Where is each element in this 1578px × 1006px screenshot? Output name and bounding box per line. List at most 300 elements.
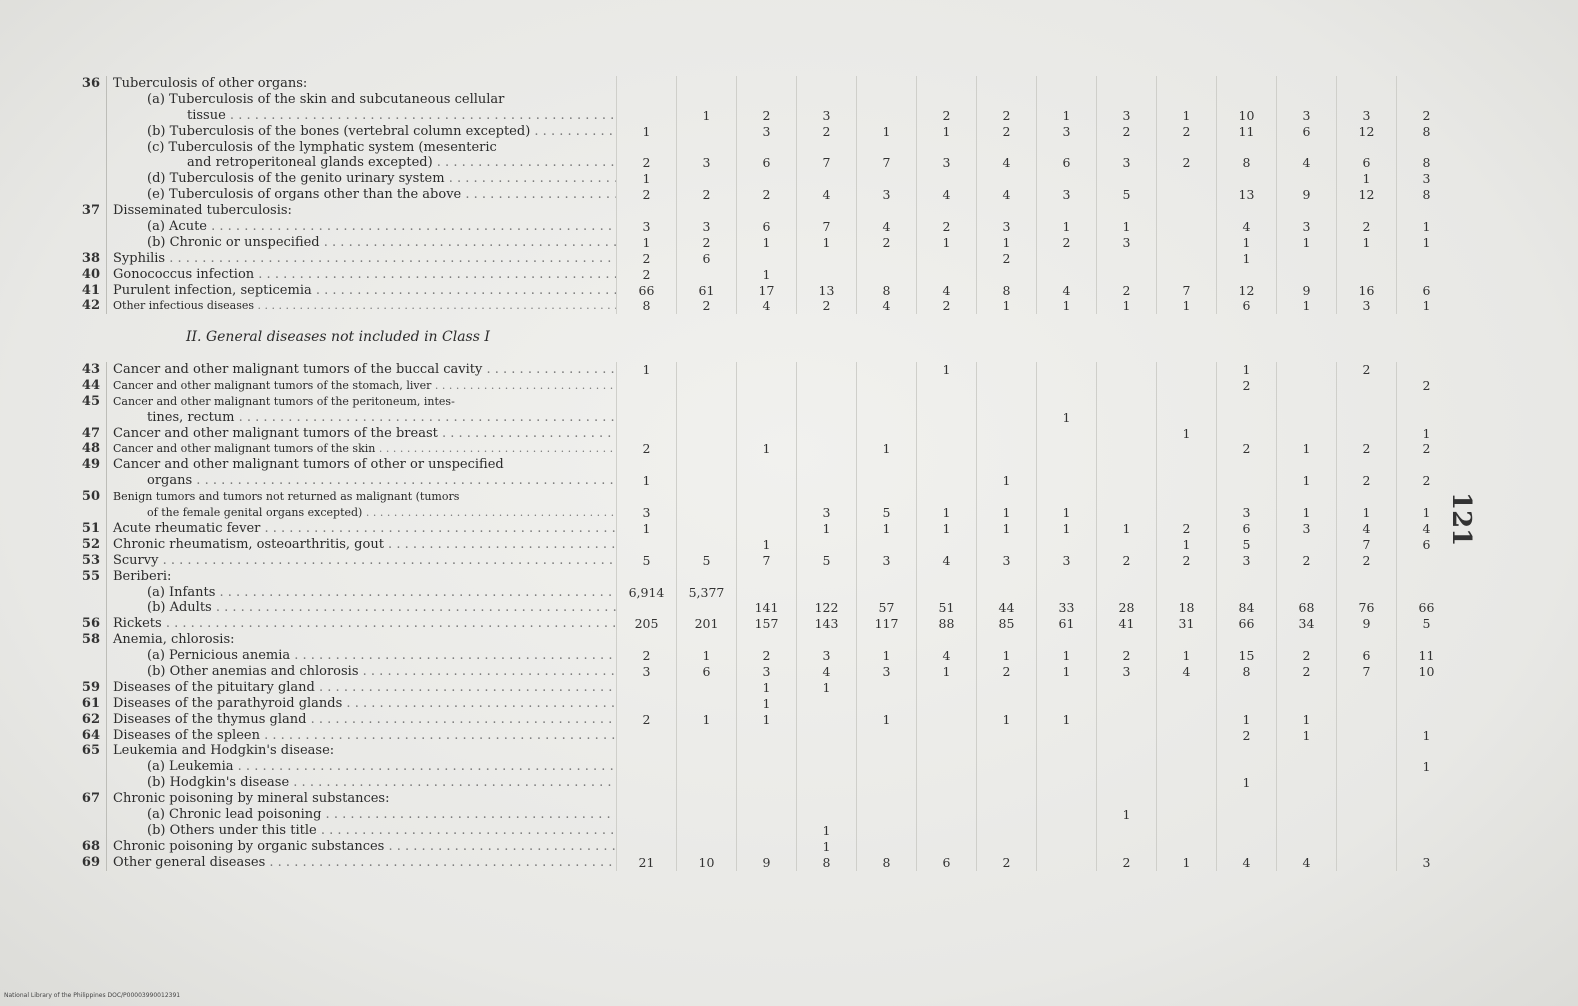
table-cell <box>1096 362 1156 378</box>
row-label-text: Gonococcus infection <box>113 266 255 282</box>
table-cell: 2 <box>736 187 796 203</box>
table-cell: 1 <box>676 712 736 728</box>
table-cell: 1 <box>1396 728 1456 744</box>
row-label-text: organs <box>147 473 193 489</box>
table-cell: 3 <box>1216 505 1276 521</box>
row-label-text: (b) Adults <box>147 600 212 616</box>
table-cell: 6 <box>1216 521 1276 537</box>
table-cell <box>1036 267 1096 283</box>
table-cell: 1 <box>1036 298 1096 314</box>
table-cell <box>1216 839 1276 855</box>
table-cell <box>1156 441 1216 457</box>
row-number: 53 <box>81 552 100 568</box>
table-cell <box>1276 410 1336 426</box>
table-cell: 1 <box>796 235 856 251</box>
table-cell <box>736 807 796 823</box>
table-cell <box>616 410 676 426</box>
table-cell: 10 <box>1396 664 1456 680</box>
table-cell: 2 <box>916 298 976 314</box>
table-cell <box>1336 728 1396 744</box>
table-cell: 2 <box>856 235 916 251</box>
row-label <box>106 155 616 171</box>
table-cell: 1 <box>1276 235 1336 251</box>
table-cell: 8 <box>1216 664 1276 680</box>
table-cell <box>856 76 916 92</box>
table-cell: 1 <box>1396 759 1456 775</box>
row-label-text: tines, rectum <box>147 409 235 425</box>
table-cell: 1 <box>976 298 1036 314</box>
table-cell: 3 <box>1096 155 1156 171</box>
table-cell <box>1156 251 1216 267</box>
section-spacer <box>68 314 1456 330</box>
table-cell <box>1216 171 1276 187</box>
table-cell <box>676 743 736 759</box>
table-cell <box>856 140 916 156</box>
table-cell: 1 <box>796 680 856 696</box>
row-number <box>68 473 106 489</box>
row-number <box>68 219 106 235</box>
table-cell <box>856 378 916 394</box>
table-cell <box>916 441 976 457</box>
table-cell <box>916 775 976 791</box>
table-cell <box>1336 743 1396 759</box>
row-number <box>68 823 106 839</box>
table-cell <box>976 807 1036 823</box>
table-cell <box>1156 759 1216 775</box>
table-cell <box>856 171 916 187</box>
table-cell <box>616 394 676 410</box>
table-cell <box>976 426 1036 442</box>
table-cell: 2 <box>1156 553 1216 569</box>
table-cell <box>1096 457 1156 473</box>
row-label-text: Diseases of the thymus gland <box>113 711 307 727</box>
table-cell <box>976 585 1036 601</box>
table-cell: 3 <box>616 505 676 521</box>
table-cell: 1 <box>1096 521 1156 537</box>
table-cell <box>796 775 856 791</box>
table-cell <box>1276 426 1336 442</box>
table-cell: 2 <box>616 441 676 457</box>
table-cell <box>676 473 736 489</box>
table-cell <box>856 823 916 839</box>
table-cell <box>676 600 736 616</box>
table-cell <box>856 680 916 696</box>
row-label <box>106 489 616 505</box>
table-cell <box>1036 457 1096 473</box>
row-label-text: Syphilis <box>113 250 166 266</box>
table-cell <box>676 410 736 426</box>
table-cell: 7 <box>1156 283 1216 299</box>
table-cell: 66 <box>1216 616 1276 632</box>
table-cell: 1 <box>1336 171 1396 187</box>
row-label-text: Diseases of the parathyroid glands <box>113 695 343 711</box>
table-cell <box>1276 807 1336 823</box>
table-cell <box>916 92 976 108</box>
row-number: 47 <box>81 425 100 441</box>
table-cell: 8 <box>616 298 676 314</box>
table-cell <box>616 632 676 648</box>
table-cell <box>856 537 916 553</box>
table-cell: 3 <box>1096 235 1156 251</box>
table-cell: 1 <box>916 124 976 140</box>
table-cell <box>796 537 856 553</box>
row-number: 41 <box>81 282 100 298</box>
table-cell: 4 <box>1276 155 1336 171</box>
row-number <box>68 585 106 601</box>
table-cell: 15 <box>1216 648 1276 664</box>
table-cell <box>676 489 736 505</box>
table-cell <box>1396 632 1456 648</box>
table-cell <box>676 426 736 442</box>
table-cell <box>1216 203 1276 219</box>
table-cell <box>1276 457 1336 473</box>
table-cell: 1 <box>1036 505 1096 521</box>
row-number: 40 <box>81 266 100 282</box>
table-cell <box>796 743 856 759</box>
table-cell: 8 <box>796 855 856 871</box>
table-cell <box>796 696 856 712</box>
table-cell: 4 <box>1156 664 1216 680</box>
table-cell <box>856 775 916 791</box>
table-cell <box>1216 473 1276 489</box>
table-cell <box>1396 743 1456 759</box>
table-cell <box>1156 219 1216 235</box>
table-cell <box>676 696 736 712</box>
table-cell <box>1336 76 1396 92</box>
table-cell: 1 <box>1156 855 1216 871</box>
table-cell <box>1216 92 1276 108</box>
table-cell: 4 <box>916 187 976 203</box>
table-cell: 5 <box>616 553 676 569</box>
table-cell <box>676 140 736 156</box>
table-cell: 1 <box>1156 426 1216 442</box>
table-cell: 2 <box>976 664 1036 680</box>
table-cell <box>916 267 976 283</box>
row-label <box>106 632 616 648</box>
table-cell <box>676 791 736 807</box>
table-cell <box>796 759 856 775</box>
table-cell <box>1336 759 1396 775</box>
table-cell: 68 <box>1276 600 1336 616</box>
table-cell <box>1396 791 1456 807</box>
table-cell <box>916 791 976 807</box>
table-cell <box>1396 680 1456 696</box>
table-cell: 1 <box>616 521 676 537</box>
table-cell <box>1336 92 1396 108</box>
row-label-text: Diseases of the pituitary gland <box>113 679 315 695</box>
table-cell <box>1276 251 1336 267</box>
table-cell <box>676 505 736 521</box>
row-label-text: Cancer and other malignant tumors of the breast <box>113 425 438 441</box>
table-cell <box>1156 362 1216 378</box>
row-label <box>106 251 616 267</box>
table-cell <box>1096 728 1156 744</box>
table-cell: 3 <box>856 187 916 203</box>
table-cell <box>796 426 856 442</box>
table-cell <box>1096 791 1156 807</box>
table-cell: 1 <box>1036 108 1096 124</box>
table-cell <box>1396 140 1456 156</box>
table-cell <box>796 489 856 505</box>
table-cell <box>1396 696 1456 712</box>
table-cell: 2 <box>1396 441 1456 457</box>
table-cell: 2 <box>976 124 1036 140</box>
table-cell <box>916 839 976 855</box>
table-cell: 1 <box>1276 441 1336 457</box>
table-cell <box>616 728 676 744</box>
table-cell: 2 <box>736 108 796 124</box>
table-cell <box>1156 140 1216 156</box>
table-cell <box>856 807 916 823</box>
table-cell: 1 <box>1216 235 1276 251</box>
table-cell: 1 <box>1396 298 1456 314</box>
row-label <box>106 473 616 489</box>
row-number <box>68 410 106 426</box>
row-label-text: (a) Acute <box>147 219 207 235</box>
table-cell <box>616 203 676 219</box>
table-cell <box>1156 267 1216 283</box>
table-cell <box>856 203 916 219</box>
scan-footer: National Library of the Philippines DOC/P00003990012391 <box>4 992 181 999</box>
table-cell: 3 <box>1276 219 1336 235</box>
table-cell <box>916 680 976 696</box>
table-cell <box>1396 775 1456 791</box>
table-cell <box>1096 823 1156 839</box>
table-cell <box>1036 839 1096 855</box>
row-label-text: (a) Infants <box>147 584 216 600</box>
table-cell <box>1036 759 1096 775</box>
table-cell <box>976 743 1036 759</box>
table-cell <box>616 600 676 616</box>
table-cell: 5 <box>1096 187 1156 203</box>
table-cell: 6 <box>916 855 976 871</box>
table-cell <box>1276 362 1336 378</box>
row-label <box>106 775 616 791</box>
row-number: 42 <box>81 298 100 314</box>
table-cell: 3 <box>1036 124 1096 140</box>
row-number <box>68 664 106 680</box>
table-cell: 143 <box>796 616 856 632</box>
table-cell: 2 <box>1216 441 1276 457</box>
table-cell <box>1276 839 1336 855</box>
row-number: 61 <box>81 695 100 711</box>
table-cell <box>1036 537 1096 553</box>
table-cell <box>1036 728 1096 744</box>
row-label-text: (b) Hodgkin's disease <box>147 775 290 791</box>
row-number <box>68 92 106 108</box>
table-cell <box>1396 839 1456 855</box>
table-cell <box>1276 76 1336 92</box>
row-number: 51 <box>81 520 100 536</box>
table-cell: 3 <box>976 553 1036 569</box>
table-cell: 3 <box>1036 187 1096 203</box>
row-number <box>68 759 106 775</box>
table-cell: 13 <box>796 283 856 299</box>
row-label <box>106 76 616 92</box>
table-cell: 1 <box>1216 775 1276 791</box>
table-cell <box>1156 378 1216 394</box>
table-cell: 3 <box>856 664 916 680</box>
table-cell <box>916 140 976 156</box>
row-label <box>106 855 616 871</box>
table-cell: 1 <box>976 473 1036 489</box>
row-label-text: (b) Others under this title <box>147 822 317 838</box>
table-cell <box>916 537 976 553</box>
row-label <box>106 219 616 235</box>
table-cell: 61 <box>676 283 736 299</box>
table-cell <box>916 728 976 744</box>
table-cell <box>676 457 736 473</box>
row-number <box>68 171 106 187</box>
table-cell: 1 <box>1156 298 1216 314</box>
table-cell <box>736 839 796 855</box>
table-cell <box>1096 394 1156 410</box>
table-cell <box>856 585 916 601</box>
table-cell: 117 <box>856 616 916 632</box>
table-cell <box>856 728 916 744</box>
table-cell: 66 <box>616 283 676 299</box>
row-label-text: (d) Tuberculosis of the genito urinary system <box>147 171 445 187</box>
row-number: 50 <box>81 489 100 505</box>
table-cell <box>676 759 736 775</box>
row-label-text: tissue <box>187 107 226 123</box>
table-cell <box>1156 203 1216 219</box>
table-cell <box>796 441 856 457</box>
table-cell <box>1156 489 1216 505</box>
table-cell <box>856 410 916 426</box>
table-cell: 1 <box>1276 712 1336 728</box>
table-cell <box>676 537 736 553</box>
table-cell: 16 <box>1336 283 1396 299</box>
table-cell <box>1336 775 1396 791</box>
row-number <box>68 187 106 203</box>
table-cell <box>1036 743 1096 759</box>
table-cell <box>1156 569 1216 585</box>
table-cell <box>736 394 796 410</box>
table-cell <box>976 76 1036 92</box>
table-cell <box>976 569 1036 585</box>
table-cell <box>1096 775 1156 791</box>
table-cell <box>796 473 856 489</box>
row-label <box>106 203 616 219</box>
row-number: 38 <box>81 250 100 266</box>
table-cell: 51 <box>916 600 976 616</box>
table-cell <box>1276 267 1336 283</box>
table-cell: 13 <box>1216 187 1276 203</box>
table-cell <box>1336 378 1396 394</box>
table-cell <box>976 823 1036 839</box>
table-cell <box>736 473 796 489</box>
table-cell <box>1216 791 1276 807</box>
table-cell: 1 <box>856 124 916 140</box>
table-cell <box>1096 569 1156 585</box>
table-cell <box>856 362 916 378</box>
row-label <box>106 616 616 632</box>
table-cell: 4 <box>976 187 1036 203</box>
table-cell: 2 <box>1276 664 1336 680</box>
table-cell: 1 <box>736 537 796 553</box>
row-label-text: Cancer and other malignant tumors of the buccal cavity <box>113 362 483 378</box>
table-cell <box>616 457 676 473</box>
table-cell <box>1336 267 1396 283</box>
row-label-text: Other general diseases <box>113 854 266 870</box>
table-cell: 4 <box>1336 521 1396 537</box>
table-cell: 6 <box>1336 155 1396 171</box>
table-cell: 1 <box>736 235 796 251</box>
table-cell: 10 <box>1216 108 1276 124</box>
row-label-text: Other infectious diseases <box>113 299 254 313</box>
table-cell <box>1036 251 1096 267</box>
table-cell: 2 <box>1156 124 1216 140</box>
table-cell <box>976 791 1036 807</box>
row-number: 59 <box>81 679 100 695</box>
row-number: 37 <box>81 203 100 219</box>
table-cell: 1 <box>676 648 736 664</box>
row-label-text: Leukemia and Hodgkin's disease: <box>113 743 335 759</box>
table-cell: 1 <box>736 712 796 728</box>
row-label-text: (b) Tuberculosis of the bones (vertebral column excepted) <box>147 123 531 139</box>
table-cell: 1 <box>736 680 796 696</box>
table-cell <box>616 743 676 759</box>
table-cell <box>1096 696 1156 712</box>
table-cell: 1 <box>1036 712 1096 728</box>
table-cell <box>1336 457 1396 473</box>
table-cell <box>736 791 796 807</box>
table-cell <box>1276 632 1336 648</box>
table-cell: 61 <box>1036 616 1096 632</box>
table-cell: 8 <box>1396 187 1456 203</box>
row-label-text: Scurvy <box>113 552 159 568</box>
table-cell <box>676 823 736 839</box>
table-cell <box>916 712 976 728</box>
row-label <box>106 92 616 108</box>
row-label-text: Purulent infection, septicemia <box>113 282 312 298</box>
table-cell: 2 <box>1096 648 1156 664</box>
table-cell: 7 <box>1336 537 1396 553</box>
table-cell: 2 <box>1336 473 1396 489</box>
row-label <box>106 124 616 140</box>
table-cell: 2 <box>976 855 1036 871</box>
table-cell: 57 <box>856 600 916 616</box>
table-cell <box>1036 632 1096 648</box>
table-cell <box>1396 410 1456 426</box>
table-cell: 2 <box>1036 235 1096 251</box>
table-cell <box>1336 632 1396 648</box>
table-cell <box>736 505 796 521</box>
row-label-text: Acute rheumatic fever <box>113 520 261 536</box>
table-cell <box>796 267 856 283</box>
table-cell: 2 <box>1276 648 1336 664</box>
table-cell <box>616 569 676 585</box>
table-cell <box>1276 394 1336 410</box>
table-cell <box>1216 457 1276 473</box>
table-cell: 12 <box>1216 283 1276 299</box>
table-cell <box>676 680 736 696</box>
table-cell <box>1156 585 1216 601</box>
table-cell: 1 <box>736 441 796 457</box>
table-cell <box>1336 696 1396 712</box>
table-cell: 2 <box>1336 441 1396 457</box>
table-cell: 122 <box>796 600 856 616</box>
table-cell: 1 <box>1036 664 1096 680</box>
table-cell: 1 <box>856 441 916 457</box>
table-cell: 3 <box>616 219 676 235</box>
table-cell <box>856 743 916 759</box>
table-cell <box>856 457 916 473</box>
table-cell <box>1096 140 1156 156</box>
row-number: 62 <box>81 711 100 727</box>
table-cell: 2 <box>616 267 676 283</box>
